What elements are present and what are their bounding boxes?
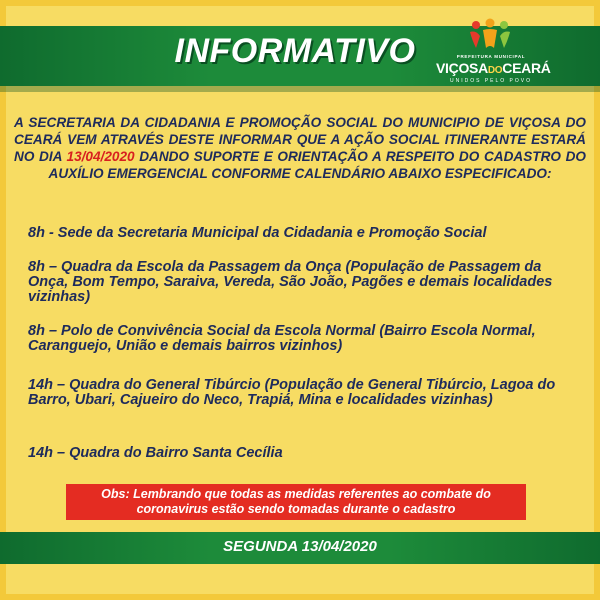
intro-paragraph bbox=[14, 114, 586, 182]
poster-title: INFORMATIVO bbox=[174, 32, 416, 70]
intro-date: 13/04/2020 bbox=[66, 149, 135, 164]
logo-top-text: PREFEITURA MUNICIPAL bbox=[456, 54, 526, 59]
schedule-item: 8h – Quadra da Escola da Passagem da Onça (População de Passagem da Onça, Bom Tempo, Saraiva, Vereda, São João, Pagões e demais localidades vizinhas) bbox=[28, 259, 553, 305]
footer-date: SEGUNDA 13/04/2020 bbox=[223, 538, 377, 555]
logo-city-name-part-1: VIÇOSA bbox=[436, 60, 488, 76]
logo-city-name-do: DO bbox=[487, 65, 503, 76]
logo-city-name bbox=[436, 60, 551, 76]
logo-city-name-part-2: CEARÁ bbox=[502, 60, 551, 76]
notice-box: Obs: Lembrando que todas as medidas referentes ao combate do coronavirus estão sendo tomadas durante o cadastro bbox=[66, 484, 526, 520]
city-logo bbox=[436, 18, 551, 100]
logo-tagline: UNIDOS PELO POVO bbox=[449, 78, 532, 84]
schedule-item: 14h – Quadra do General Tibúrcio (População de General Tibúrcio, Lagoa do Barro, Ubari, Cajueiro do Neco, Trapiá, Mina e localidades vizinhas) bbox=[28, 377, 556, 408]
intro-text-before-date: A SECRETARIA DA CIDADANIA E PROMOÇÃO SOCIAL DO MUNICIPIO DE VIÇOSA DO CEARÁ VEM ATRAVÉS DESTE INFORMAR QUE A AÇÃO SOCIAL ITINERANTE ESTARÁ NO DIA bbox=[14, 115, 586, 164]
schedule-item: 8h – Polo de Convivência Social da Escola Normal (Bairro Escola Normal, Caranguejo, União e demais bairros vizinhos) bbox=[28, 323, 536, 354]
people-logo-icon bbox=[466, 18, 514, 52]
schedule-item: 14h – Quadra do Bairro Santa Cecília bbox=[28, 445, 283, 461]
intro-text-after-date: DANDO SUPORTE E ORIENTAÇÃO A RESPEITO DO CADASTRO DO AUXÍLIO EMERGENCIAL CONFORME CALENDÁRIO ABAIXO ESPECIFICADO: bbox=[48, 149, 586, 181]
schedule-item: 8h - Sede da Secretaria Municipal da Cidadania e Promoção Social bbox=[28, 225, 487, 241]
